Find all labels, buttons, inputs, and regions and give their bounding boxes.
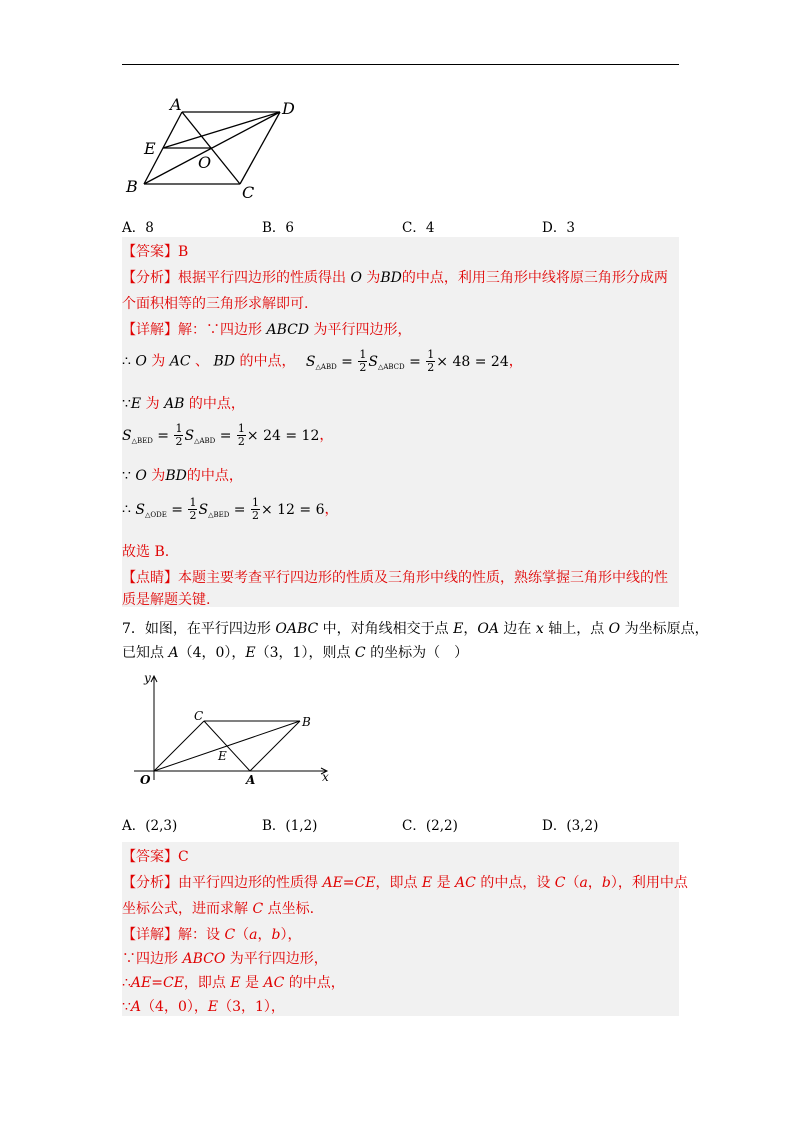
label-e2: E [218,749,227,763]
label-b2: B [302,715,311,729]
label-a: A [170,95,182,114]
label-b: B [126,177,138,196]
detail-7-line-3: ∴AE=CE，即点 E 是 AC 的中点， [122,975,345,991]
q6-option-b: B．6 [262,220,295,236]
q6-option-c: C．4 [402,220,435,236]
question-7-line-1: 7．如图，在平行四边形 OABC 中，对角线相交于点 E，OA 边在 x 轴上，点 O 为坐标原点， [122,621,709,637]
analysis-7-line-1: 【分析】由平行四边形的性质得 AE=CE，即点 E 是 AC 的中点，设 C（a，b），利用中点 [122,875,688,891]
detail-line-5: ∵ O 为BD的中点， [122,468,243,484]
q6-option-a: A．8 [122,220,154,236]
detail-line-6: ∴ $S_{\triangle ODE}$ = $\frac{1}{2}$ $S_{\triangle BED}$ = $\frac{1}{2}$ × 12 = 6， [122,496,339,522]
label-a2: A [246,773,256,787]
q7-option-a: A．(2,3) [122,818,178,834]
analysis-line-1: 【分析】根据平行四边形的性质得出 O 为BD的中点，利用三角形中线将原三角形分成两 [122,270,668,286]
q6-option-d: D．3 [542,220,575,236]
detail-line-4: $S_{\triangle BED}$ = $\frac{1}{2}$ $S_{\triangle ABD}$ = $\frac{1}{2}$ × 24 = 12， [122,422,334,448]
q7-option-d: D．(3,2) [542,818,599,834]
label-d: D [282,99,295,118]
comment-line-2: 质是解题关键. [122,592,211,608]
coordinate-parallelogram-figure [122,668,337,788]
analysis-line-2: 个面积相等的三角形求解即可. [122,296,309,312]
detail-7-line-1: 【详解】解：设 C（a，b）， [122,927,302,943]
q7-option-b: B．(1,2) [262,818,318,834]
comment-line-1: 【点睛】本题主要考查平行四边形的性质及三角形中线的性质，熟练掌握三角形中线的性 [122,570,668,586]
q6-options [122,216,682,238]
axis-label-x: x [322,770,329,784]
question-7-line-2: 已知点 A（4，0），E（3，1），则点 C 的坐标为（ ） [122,645,469,661]
answer-line: 【答案】B [122,244,189,260]
label-c2: C [194,709,204,723]
detail-line-1: 【详解】解：∵四边形 ABCD 为平行四边形， [122,322,412,338]
label-e: E [144,139,156,158]
detail-line-3: ∵E 为 AB 的中点， [122,396,245,412]
label-c: C [242,183,255,202]
answer-line-7: 【答案】C [122,849,189,865]
label-o: O [198,153,212,172]
solution-6-panel [122,237,679,607]
detail-line-2: ∴ O 为 AC 、 BD 的中点， $S_{\triangle ABD}$ = $\frac{1}{2}$ $S_{\triangle ABCD}$ = $\frac{1}{2}$ × 48 = 24， [122,348,523,374]
axis-label-y: y [144,671,151,685]
detail-7-line-4: ∵A（4，0），E（3，1）， [122,999,285,1015]
header-rule [122,64,679,65]
choice-line: 故选 B. [122,544,170,560]
q7-option-c: C．(2,2) [402,818,458,834]
analysis-7-line-2: 坐标公式，进而求解 C 点坐标. [122,901,315,917]
parallelogram-abcd-figure [122,94,312,206]
solution-7-panel [122,842,688,1016]
detail-7-line-2: ∵四边形 ABCO 为平行四边形， [122,951,328,967]
q7-options [122,814,682,836]
label-o2: O [140,773,151,787]
